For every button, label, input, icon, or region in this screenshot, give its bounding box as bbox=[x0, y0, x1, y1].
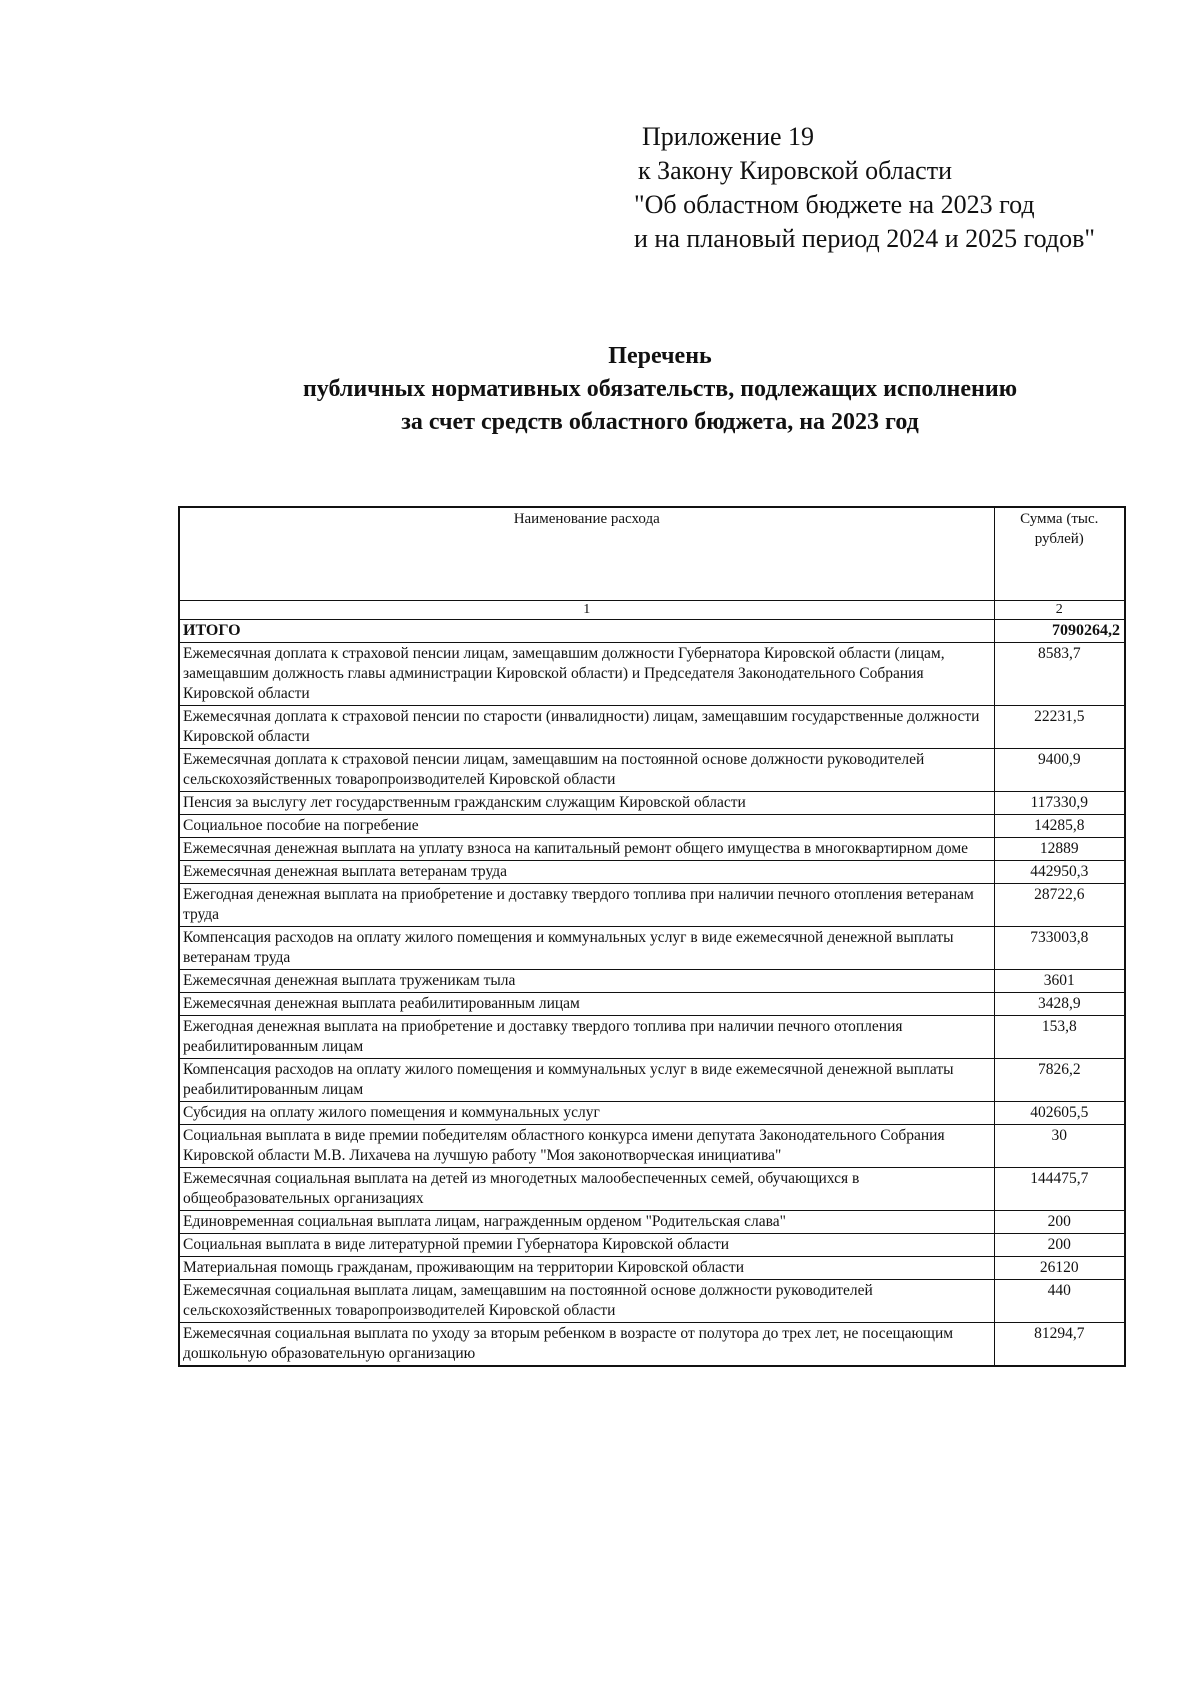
table-row bbox=[179, 1102, 1125, 1125]
title-line-2: публичных нормативных обязательств, подлежащих исполнению bbox=[302, 376, 1018, 402]
annex-line-3: "Об областном бюджете на 2023 год bbox=[634, 190, 1035, 219]
row-name: Ежемесячная социальная выплата по уходу за вторым ребенком в возрасте от полутора до трех лет, не посещающим дошкольную образовательную организацию bbox=[179, 1323, 994, 1367]
table-row bbox=[179, 970, 1125, 993]
column-number-name: 1 bbox=[179, 601, 994, 620]
row-name: Ежемесячная денежная выплата ветеранам труда bbox=[179, 861, 994, 884]
row-sum: 81294,7 bbox=[994, 1323, 1125, 1367]
table-row bbox=[179, 792, 1125, 815]
row-sum: 26120 bbox=[994, 1257, 1125, 1280]
row-sum: 117330,9 bbox=[994, 792, 1125, 815]
table-row bbox=[179, 749, 1125, 792]
row-sum: 3601 bbox=[994, 970, 1125, 993]
table-row bbox=[179, 927, 1125, 970]
row-sum: 144475,7 bbox=[994, 1168, 1125, 1211]
document-title bbox=[0, 340, 1200, 439]
row-sum: 14285,8 bbox=[994, 815, 1125, 838]
annex-line-1: Приложение 19 bbox=[642, 122, 815, 151]
total-sum: 7090264,2 bbox=[994, 620, 1125, 643]
table-row bbox=[179, 1125, 1125, 1168]
table-row bbox=[179, 1280, 1125, 1323]
row-name: Ежемесячная социальная выплата лицам, замещавшим на постоянной основе должности руководителей сельскохозяйственных товаропроизводителей Кировской области bbox=[179, 1280, 994, 1323]
table-row bbox=[179, 838, 1125, 861]
obligations-table bbox=[178, 506, 1126, 1367]
row-name: Ежемесячная денежная выплата реабилитированным лицам bbox=[179, 993, 994, 1016]
row-sum: 28722,6 bbox=[994, 884, 1125, 927]
column-number-row bbox=[179, 601, 1125, 620]
table-row bbox=[179, 1211, 1125, 1234]
row-sum: 3428,9 bbox=[994, 993, 1125, 1016]
table-row bbox=[179, 1257, 1125, 1280]
row-name: Ежемесячная социальная выплата на детей из многодетных малообеспеченных семей, обучающихся в общеобразовательных организациях bbox=[179, 1168, 994, 1211]
row-sum: 440 bbox=[994, 1280, 1125, 1323]
row-sum: 7826,2 bbox=[994, 1059, 1125, 1102]
row-sum: 8583,7 bbox=[994, 643, 1125, 706]
row-sum: 733003,8 bbox=[994, 927, 1125, 970]
row-name: Пенсия за выслугу лет государственным гражданским служащим Кировской области bbox=[179, 792, 994, 815]
header-sum: Сумма (тыс. рублей) bbox=[994, 507, 1125, 601]
annex-block bbox=[634, 120, 1095, 256]
column-number-sum: 2 bbox=[994, 601, 1125, 620]
row-name: Социальное пособие на погребение bbox=[179, 815, 994, 838]
table-row bbox=[179, 993, 1125, 1016]
row-sum: 402605,5 bbox=[994, 1102, 1125, 1125]
table-row bbox=[179, 1323, 1125, 1367]
table-row bbox=[179, 706, 1125, 749]
total-row bbox=[179, 620, 1125, 643]
row-name: Компенсация расходов на оплату жилого помещения и коммунальных услуг в виде ежемесячной денежной выплаты реабилитированным лицам bbox=[179, 1059, 994, 1102]
row-sum: 442950,3 bbox=[994, 861, 1125, 884]
row-sum: 200 bbox=[994, 1234, 1125, 1257]
header-name: Наименование расхода bbox=[179, 507, 994, 601]
row-sum: 22231,5 bbox=[994, 706, 1125, 749]
row-name: Ежемесячная денежная выплата труженикам тыла bbox=[179, 970, 994, 993]
row-name: Социальная выплата в виде литературной премии Губернатора Кировской области bbox=[179, 1234, 994, 1257]
row-name: Социальная выплата в виде премии победителям областного конкурса имени депутата Законодательного Собрания Кировской области М.В. Лихачева на лучшую работу "Моя законотворческая инициатива" bbox=[179, 1125, 994, 1168]
row-name: Компенсация расходов на оплату жилого помещения и коммунальных услуг в виде ежемесячной денежной выплаты ветеранам труда bbox=[179, 927, 994, 970]
table-row bbox=[179, 1016, 1125, 1059]
row-name: Субсидия на оплату жилого помещения и коммунальных услуг bbox=[179, 1102, 994, 1125]
total-label: ИТОГО bbox=[179, 620, 994, 643]
table-row bbox=[179, 861, 1125, 884]
row-name: Ежемесячная доплата к страховой пенсии лицам, замещавшим должности Губернатора Кировской области (лицам, замещавшим должность главы администрации Кировской области) и Председателя Законодательного Собрания Кировской области bbox=[179, 643, 994, 706]
table-row bbox=[179, 815, 1125, 838]
table-header-row bbox=[179, 507, 1125, 601]
title-line-3: за счет средств областного бюджета, на 2023 год bbox=[401, 409, 919, 435]
row-name: Ежегодная денежная выплата на приобретение и доставку твердого топлива при наличии печного отопления ветеранам труда bbox=[179, 884, 994, 927]
table-row bbox=[179, 884, 1125, 927]
table-row bbox=[179, 1059, 1125, 1102]
annex-line-2: к Закону Кировской области bbox=[638, 156, 952, 185]
row-name: Материальная помощь гражданам, проживающим на территории Кировской области bbox=[179, 1257, 994, 1280]
row-sum: 200 bbox=[994, 1211, 1125, 1234]
row-name: Ежемесячная доплата к страховой пенсии лицам, замещавшим на постоянной основе должности руководителей сельскохозяйственных товаропроизводителей Кировской области bbox=[179, 749, 994, 792]
table-row bbox=[179, 1234, 1125, 1257]
row-name: Ежемесячная денежная выплата на уплату взноса на капитальный ремонт общего имущества в многоквартирном доме bbox=[179, 838, 994, 861]
row-sum: 30 bbox=[994, 1125, 1125, 1168]
table-row bbox=[179, 643, 1125, 706]
annex-line-4: и на плановый период 2024 и 2025 годов" bbox=[634, 224, 1096, 253]
row-sum: 9400,9 bbox=[994, 749, 1125, 792]
row-name: Ежегодная денежная выплата на приобретение и доставку твердого топлива при наличии печного отопления реабилитированным лицам bbox=[179, 1016, 994, 1059]
row-sum: 153,8 bbox=[994, 1016, 1125, 1059]
row-name: Ежемесячная доплата к страховой пенсии по старости (инвалидности) лицам, замещавшим государственные должности Кировской области bbox=[179, 706, 994, 749]
row-name: Единовременная социальная выплата лицам, награжденным орденом "Родительская слава" bbox=[179, 1211, 994, 1234]
title-line-1: Перечень bbox=[608, 343, 712, 369]
table-row bbox=[179, 1168, 1125, 1211]
row-sum: 12889 bbox=[994, 838, 1125, 861]
